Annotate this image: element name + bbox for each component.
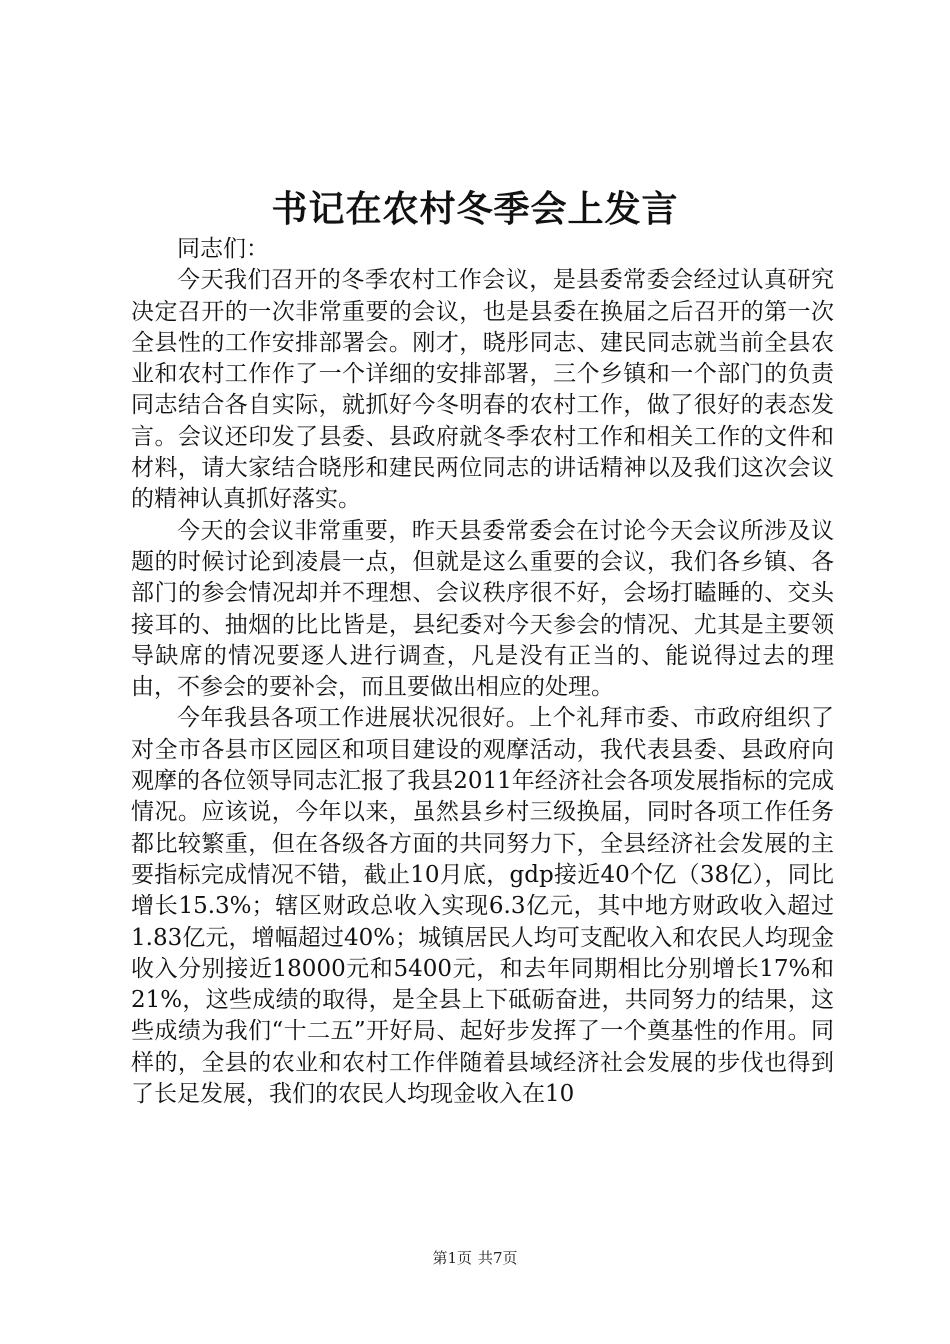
page-footer <box>0 1248 950 1268</box>
page-number: 第1页 <box>432 1249 472 1267</box>
salutation: 同志们： <box>177 236 269 262</box>
document-title: 书记在农村冬季会上发言 <box>271 188 679 230</box>
document-body <box>131 234 834 1110</box>
paragraph-2: 今天的会议非常重要，昨天县委常委会在讨论今天会议所涉及议题的时候讨论到凌晨一点，但就是这么重要的会议，我们各乡镇、各部门的参会情况却并不理想、会议秩序很不好，会场打瞌睡的、交头接耳的、抽烟的比比皆是，县纪委对今天参会的情况、尤其是主要领导缺席的情况要逐人进行调查，凡是没有正当的、能说得过去的理由，不参会的要补会，而且要做出相应的处理。 <box>131 517 834 701</box>
page-total: 共7页 <box>478 1249 518 1267</box>
paragraph-3: 今年我县各项工作进展状况很好。上个礼拜市委、市政府组织了对全市各县市区园区和项目建设的观摩活动，我代表县委、县政府向观摩的各位领导同志汇报了我县2011年经济社会各项发展指标的完成情况。应该说，今年以来，虽然县乡村三级换届，同时各项工作任务都比较繁重，但在各级各方面的共同努力下，全县经济社会发展的主要指标完成情况不错，截止10月底，gdp接近40个亿（38亿），同比增长15.3%；辖区财政总收入实现6.3亿元，其中地方财政收入超过1.83亿元，增幅超过40%；城镇居民人均可支配收入和农民人均现金收入分别接近18000元和5400元，和去年同期相比分别增长17%和21%，这些成绩的取得，是全县上下砥砺奋进，共同努力的结果，这些成绩为我们“十二五”开好局、起好步发挥了一个奠基性的作用。同样的，全县的农业和农村工作伴随着县域经济社会发展的步伐也得到了长足发展，我们的农民人均现金收入在10 <box>131 705 834 1108</box>
paragraph-1: 今天我们召开的冬季农村工作会议，是县委常委会经过认真研究决定召开的一次非常重要的会议，也是县委在换届之后召开的第一次全县性的工作安排部署会。刚才，晓彤同志、建民同志就当前全县农业和农村工作作了一个详细的安排部署，三个乡镇和一个部门的负责同志结合各自实际，就抓好今冬明春的农村工作，做了很好的表态发言。会议还印发了县委、县政府就冬季农村工作和相关工作的文件和材料，请大家结合晓彤和建民两位同志的讲话精神以及我们这次会议的精神认真抓好落实。 <box>131 267 834 513</box>
